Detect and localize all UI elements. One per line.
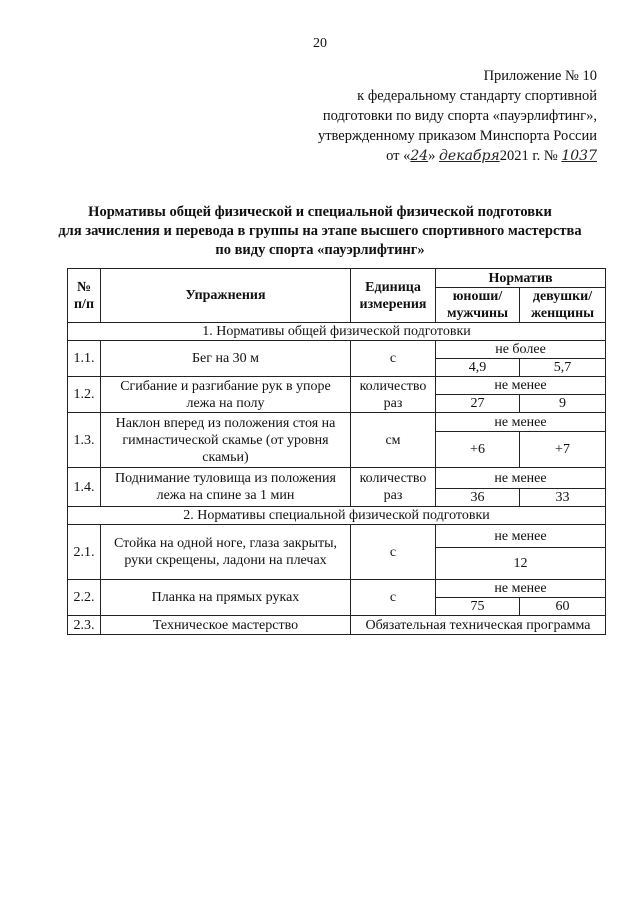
table-row	[68, 413, 606, 432]
row-male-value: 4,9	[436, 359, 520, 377]
document-title	[20, 203, 620, 260]
row-exercise: Стойка на одной ноге, глаза закрыты, руки скрещены, ладони на плечах	[101, 525, 351, 580]
row-male-value: 75	[436, 598, 520, 616]
row-female-value: +7	[520, 432, 606, 468]
row-female-value: 60	[520, 598, 606, 616]
header-num: № п/п	[68, 269, 101, 323]
row-condition: не менее	[436, 525, 606, 548]
appendix-line: утвержденному приказом Минспорта России	[317, 128, 597, 144]
table-row	[68, 341, 606, 359]
appendix-block	[257, 66, 597, 166]
row-exercise: Поднимание туловища из положения лежа на спине за 1 мин	[101, 468, 351, 507]
row-exercise: Планка на прямых руках	[101, 580, 351, 616]
row-female-value: 33	[520, 489, 606, 507]
header-norm: Норматив	[436, 269, 606, 288]
row-condition: не менее	[436, 413, 606, 432]
row-num: 1.1.	[68, 341, 101, 377]
row-condition: не менее	[436, 377, 606, 395]
row-common-value: 12	[436, 548, 606, 580]
title-line: Нормативы общей физической и специальной физической подготовки	[88, 204, 552, 220]
row-num: 1.2.	[68, 377, 101, 413]
row-female-value: 5,7	[520, 359, 606, 377]
row-num: 2.3.	[68, 616, 101, 635]
appendix-line: к федеральному стандарту спортивной	[357, 88, 597, 104]
row-num: 1.4.	[68, 468, 101, 507]
row-exercise: Сгибание и разгибание рук в упоре лежа на полу	[101, 377, 351, 413]
date-year: 2021 г. №	[499, 148, 558, 164]
row-exercise: Бег на 30 м	[101, 341, 351, 377]
table-row	[68, 468, 606, 489]
title-line: для зачисления и перевода в группы на этапе высшего спортивного мастерства	[58, 223, 582, 239]
table-header-row	[68, 269, 606, 288]
row-common-value: Обязательная техническая программа	[351, 616, 606, 635]
header-female: девушки/ женщины	[520, 288, 606, 323]
appendix-date-line	[257, 146, 597, 166]
section-title: 2. Нормативы специальной физической подготовки	[68, 507, 606, 525]
header-male: юноши/ мужчины	[436, 288, 520, 323]
row-unit: количество раз	[351, 468, 436, 507]
table-row	[68, 525, 606, 548]
handwritten-month: декабря	[439, 148, 500, 164]
row-unit: см	[351, 413, 436, 468]
table-row	[68, 616, 606, 635]
row-unit: с	[351, 580, 436, 616]
page-number: 20	[313, 36, 327, 51]
section-title: 1. Нормативы общей физической подготовки	[68, 323, 606, 341]
section-row	[68, 323, 606, 341]
section-row	[68, 507, 606, 525]
title-line: по виду спорта «пауэрлифтинг»	[215, 242, 425, 258]
handwritten-number: 1037	[561, 148, 597, 164]
row-num: 2.2.	[68, 580, 101, 616]
row-condition: не менее	[436, 468, 606, 489]
handwritten-day: 24	[410, 148, 429, 164]
row-male-value: 27	[436, 395, 520, 413]
row-male-value: 36	[436, 489, 520, 507]
row-unit: с	[351, 341, 436, 377]
table-row	[68, 377, 606, 395]
header-unit: Единица измерения	[351, 269, 436, 323]
row-unit: количество раз	[351, 377, 436, 413]
row-male-value: +6	[436, 432, 520, 468]
appendix-title: Приложение № 10	[483, 68, 597, 84]
row-num: 1.3.	[68, 413, 101, 468]
row-condition: не более	[436, 341, 606, 359]
date-prefix: от «	[386, 148, 411, 164]
row-unit: с	[351, 525, 436, 580]
row-female-value: 9	[520, 395, 606, 413]
table-row	[68, 580, 606, 598]
header-exercise: Упражнения	[101, 269, 351, 323]
date-mid: »	[428, 148, 436, 164]
row-exercise: Техническое мастерство	[101, 616, 351, 635]
norms-table	[67, 268, 606, 635]
row-condition: не менее	[436, 580, 606, 598]
row-num: 2.1.	[68, 525, 101, 580]
row-exercise: Наклон вперед из положения стоя на гимнастической скамье (от уровня скамьи)	[101, 413, 351, 468]
appendix-line: подготовки по виду спорта «пауэрлифтинг»,	[322, 108, 597, 124]
